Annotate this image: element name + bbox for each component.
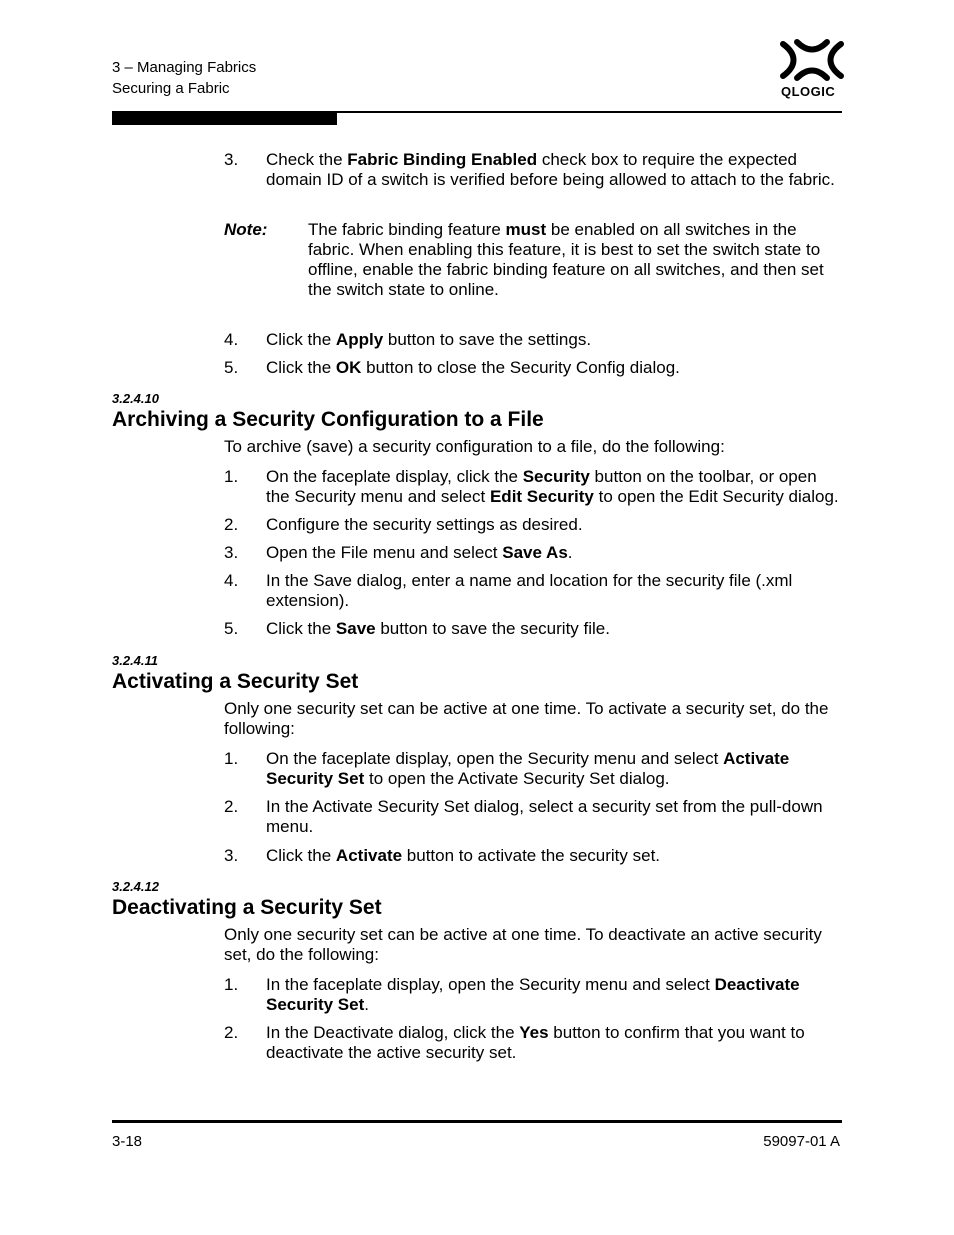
step-text: Configure the security settings as desired. [266,515,583,534]
step-number: 4. [224,330,239,349]
step-number: 4. [224,571,239,590]
step-text: Click the Save button to save the security file. [266,619,610,638]
step-text: Open the File menu and select Save As. [266,543,573,562]
header-chapter: 3 – Managing Fabrics [112,59,257,76]
doc-number: 59097-01 A [763,1133,840,1150]
step-text: On the faceplate display, open the Security menu and select Activate Security Set to open the Activate Security Set dialog. [266,749,790,788]
logo-text: QLOGIC [781,84,836,99]
note-body: The fabric binding feature must be enabled on all switches in the fabric. When enabling this feature, it is best to set the switch state to offline, enable the fabric binding feature on all switches, and then set the switch state to online. [308,220,824,299]
step-text: Check the Fabric Binding Enabled check box to require the expected domain ID of a switch is verified before being allowed to attach to the fabric. [266,150,835,189]
section-number: 3.2.4.10 [112,391,159,406]
section-intro: To archive (save) a security configuration to a file, do the following: [224,437,725,456]
section-intro: Only one security set can be active at one time. To activate a security set, do the following: [224,699,829,738]
step-text: Click the Activate button to activate the security set. [266,846,661,865]
step-number: 3. [224,543,239,562]
step-text: In the Deactivate dialog, click the Yes button to confirm that you want to deactivate the active security set. [266,1023,805,1062]
step-text: In the faceplate display, open the Security menu and select Deactivate Security Set. [266,975,800,1014]
step-number: 1. [224,749,239,768]
step-text: Click the OK button to close the Security Config dialog. [266,358,680,377]
step-number: 3. [224,150,239,169]
note-label: Note: [224,220,268,239]
section-title: Archiving a Security Configuration to a File [112,408,544,431]
section-intro: Only one security set can be active at one time. To deactivate an active security set, do the following: [224,925,822,964]
step-number: 1. [224,975,239,994]
step-number: 1. [224,467,239,486]
section-title: Deactivating a Security Set [112,896,382,919]
header-section: Securing a Fabric [112,80,230,97]
step-number: 2. [224,515,239,534]
step-number: 3. [224,846,239,865]
step-text: In the Save dialog, enter a name and location for the security file (.xml extension). [266,571,793,610]
step-text: Click the Apply button to save the settings. [266,330,592,349]
section-number: 3.2.4.11 [112,653,159,668]
step-number: 2. [224,797,239,816]
page-number: 3-18 [112,1133,143,1150]
footer-rule [112,1120,842,1123]
header-rule-bar [112,113,337,125]
step-number: 5. [224,358,239,377]
step-number: 5. [224,619,239,638]
section-title: Activating a Security Set [112,670,359,693]
section-number: 3.2.4.12 [112,879,159,894]
step-number: 2. [224,1023,239,1042]
step-text: On the faceplate display, click the Security button on the toolbar, or open the Security menu and select Edit Security to open the Edit Security dialog. [266,467,839,506]
step-text: In the Activate Security Set dialog, select a security set from the pull-down menu. [266,797,823,836]
